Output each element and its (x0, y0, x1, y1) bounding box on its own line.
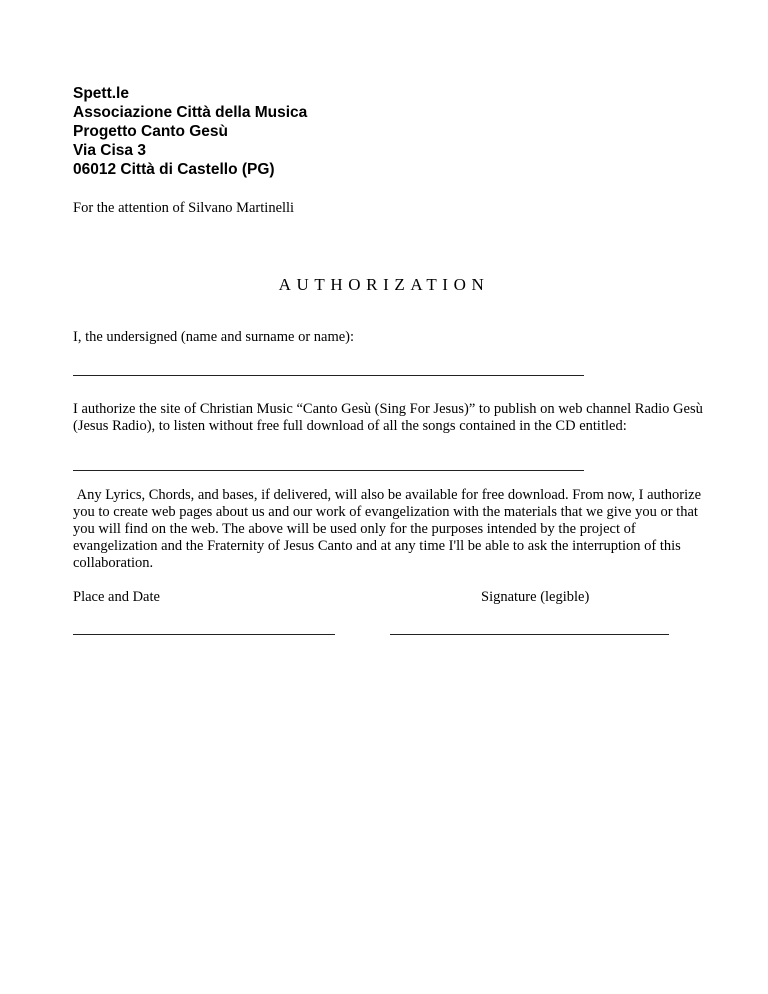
signature-label: Signature (legible) (481, 589, 590, 605)
name-fill-line[interactable] (73, 375, 584, 376)
recipient-line: Progetto Canto Gesù (73, 123, 229, 140)
authorization-paragraph: I authorize the site of Christian Music “Canto Gesù (Sing For Jesus)” to publish on web channel Radio Gesù (Jesus Radio), to listen without free full download of all the songs contained in the CD entitled: (73, 401, 703, 434)
recipient-line: Via Cisa 3 (73, 142, 146, 159)
place-date-label: Place and Date (73, 589, 160, 605)
document-title: AUTHORIZATION (278, 275, 490, 294)
recipient-line: 06012 Città di Castello (PG) (73, 161, 275, 178)
recipient-line: Spett.le (73, 85, 129, 102)
cd-title-fill-line[interactable] (73, 470, 584, 471)
recipient-address (73, 84, 307, 179)
place-date-fill-line[interactable] (73, 634, 335, 635)
undersigned-label: I, the undersigned (name and surname or name): (73, 329, 355, 345)
signature-fill-line[interactable] (390, 634, 669, 635)
attention-line: For the attention of Silvano Martinelli (73, 200, 295, 216)
recipient-line: Associazione Città della Musica (73, 104, 308, 121)
terms-paragraph: Any Lyrics, Chords, and bases, if delivered, will also be available for free download. From now, I authorize you to create web pages about us and our work of evangelization with the materials that we give you or that you will find on the web. The above will be used only for the purposes intended by the project of evangelization and the Fraternity of Jesus Canto and at any time I'll be able to ask the interruption of this collaboration. (73, 487, 705, 571)
